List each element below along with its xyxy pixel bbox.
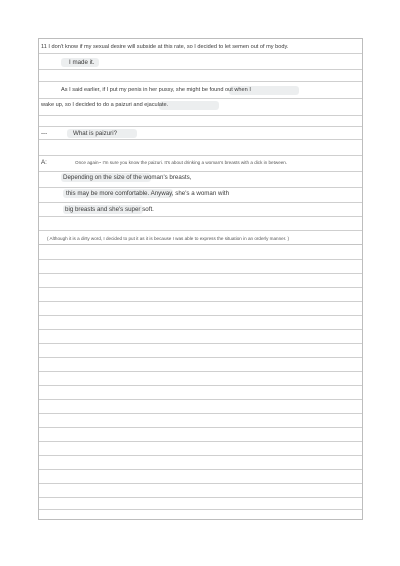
ruled-line bbox=[39, 187, 362, 188]
ruled-line bbox=[39, 509, 362, 510]
ruled-line bbox=[39, 343, 362, 344]
text-line-note: ( Although it is a dirty word, I decided to put it as it is because I was able to express the situation in an orderly manner. ) bbox=[47, 236, 290, 241]
text-line-1: 11 I don't know if my sexual desire will subside at this rate, so I decided to let semen out of my body. bbox=[41, 44, 289, 50]
ruled-line bbox=[39, 126, 362, 127]
ruled-line bbox=[39, 139, 362, 140]
ruled-line bbox=[39, 413, 362, 414]
ruled-line bbox=[39, 259, 362, 260]
ruled-line bbox=[39, 371, 362, 372]
ruled-line bbox=[39, 469, 362, 470]
ruled-line bbox=[39, 399, 362, 400]
ruled-line bbox=[39, 155, 362, 156]
ruled-line bbox=[39, 385, 362, 386]
text-line-2: I made it. bbox=[69, 59, 95, 66]
ruled-line bbox=[39, 53, 362, 54]
ruled-line bbox=[39, 69, 362, 70]
text-line-4: wake up, so I decided to do a paizuri and ejaculate. bbox=[41, 102, 169, 108]
ruled-line bbox=[39, 230, 362, 231]
text-line-answer: Once again~ I'm sure you know the paizuri. It's about drinking a woman's breasts with a dick in between. bbox=[75, 160, 288, 165]
ruled-line bbox=[39, 216, 362, 217]
ruled-line bbox=[39, 483, 362, 484]
text-line-3: As I said earlier, if I put my penis in her pussy, she might be found out when I bbox=[61, 87, 251, 93]
ruled-line bbox=[39, 98, 362, 99]
ruled-line bbox=[39, 115, 362, 116]
text-line-question: What is paizuri? bbox=[73, 130, 118, 137]
ruled-line bbox=[39, 357, 362, 358]
ruled-line bbox=[39, 287, 362, 288]
ruled-line bbox=[39, 427, 362, 428]
ruled-line bbox=[39, 244, 362, 245]
ruled-line bbox=[39, 329, 362, 330]
ruled-line bbox=[39, 301, 362, 302]
ruled-line bbox=[39, 497, 362, 498]
text-line-8: Depending on the size of the woman's breasts, bbox=[63, 174, 192, 181]
text-line-9: this may be more comfortable. Anyway, she's a woman with bbox=[66, 190, 230, 197]
lined-paper-sheet bbox=[38, 38, 363, 520]
ruled-line bbox=[39, 315, 362, 316]
text-line-dash: --- bbox=[41, 130, 48, 137]
text-line-10: big breasts and she's super soft. bbox=[65, 206, 154, 213]
ruled-line bbox=[39, 273, 362, 274]
text-line-answer-label: A: bbox=[41, 159, 47, 166]
ruled-line bbox=[39, 202, 362, 203]
ruled-line bbox=[39, 441, 362, 442]
ruled-line bbox=[39, 81, 362, 82]
ruled-line bbox=[39, 455, 362, 456]
ruled-line bbox=[39, 171, 362, 172]
